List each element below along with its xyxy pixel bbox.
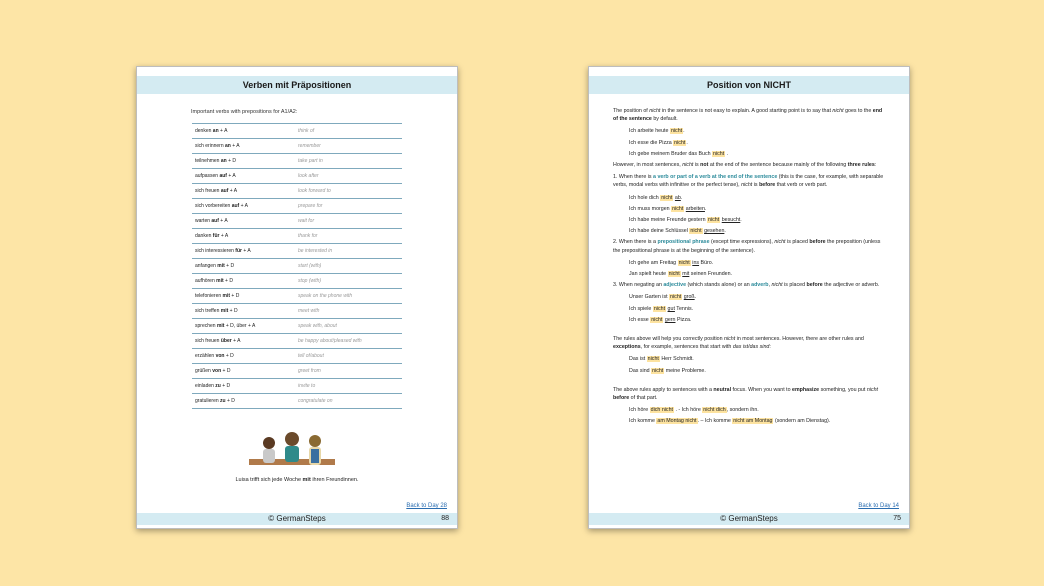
verb-text: sich vorbereiten <box>195 203 231 209</box>
case-text: + A <box>219 233 229 239</box>
verb-cell <box>192 394 295 409</box>
case-text: + A <box>231 338 241 344</box>
translation-cell: stop (with) <box>295 274 402 289</box>
translation-cell: remember <box>295 139 402 154</box>
translation-cell: speak with, about <box>295 319 402 334</box>
preposition-text: auf <box>211 218 219 224</box>
copyright-text: © GermanSteps <box>268 514 326 523</box>
example-sentence <box>629 127 888 135</box>
example-sentence <box>629 305 888 313</box>
example-text: Ich hole dich <box>629 194 661 201</box>
case-text: + D, über + A <box>224 323 256 329</box>
document-page-left <box>136 66 458 529</box>
document-page-right <box>588 66 910 529</box>
table-row <box>192 379 402 394</box>
verb-text: anfangen <box>195 263 216 269</box>
example-group <box>613 355 888 374</box>
nicht-highlight: nicht <box>674 139 686 146</box>
nicht-highlight: nicht <box>661 194 673 201</box>
table-row <box>192 364 402 379</box>
translation-cell: look forward to <box>295 184 402 199</box>
preposition-text: über <box>220 338 232 344</box>
verb-cell <box>192 139 295 154</box>
example-text: Tennis. <box>674 305 694 312</box>
intro-text: Important verbs with prepositions for A1/A2: <box>191 109 298 115</box>
table-row <box>192 199 402 214</box>
table-row <box>192 334 402 349</box>
underlined-word: ab <box>674 194 681 201</box>
table-row <box>192 289 402 304</box>
preposition-text: an <box>220 158 227 164</box>
example-text: . <box>686 139 688 146</box>
example-text: Jan spielt heute <box>629 271 668 278</box>
example-sentence <box>629 355 888 363</box>
example-text: Ich spiele <box>629 305 653 312</box>
example-text: . <box>725 150 729 157</box>
example-sentence <box>629 270 888 278</box>
nicht-highlight: nicht <box>668 271 680 278</box>
example-sentence <box>629 150 888 158</box>
example-group <box>613 259 888 278</box>
case-text: + A <box>226 173 236 179</box>
verb-text: denken <box>195 128 212 134</box>
translation-cell: prepare for <box>295 199 402 214</box>
verb-text: warten <box>195 218 211 224</box>
nicht-highlight: nicht <box>713 150 725 157</box>
verb-text: sprechen <box>195 323 216 329</box>
example-group <box>613 127 888 158</box>
example-sentence <box>629 293 888 301</box>
translation-cell: thank for <box>295 229 402 244</box>
verb-cell <box>192 244 295 259</box>
example-text: . <box>694 294 697 301</box>
translation-cell: congratulate on <box>295 394 402 409</box>
example-sentence <box>629 139 888 147</box>
translation-cell: wait for <box>295 214 402 229</box>
back-to-day-link[interactable]: Back to Day 28 <box>406 503 447 509</box>
page-footer <box>589 513 909 525</box>
verb-text: danken <box>195 233 212 239</box>
verb-text: sich erinnern <box>195 143 224 149</box>
preposition-text: zu <box>215 383 221 389</box>
nicht-highlight: nicht <box>690 228 702 235</box>
table-row <box>192 139 402 154</box>
example-text: Ich arbeite heute <box>629 128 670 135</box>
table-row <box>192 259 402 274</box>
case-text: + D <box>220 383 231 389</box>
paragraph: However, in most sentences, nicht is not at the end of the sentence because mainly of the following three rules: <box>613 162 877 169</box>
paragraph: The position of nicht in the sentence is not easy to explain. A good starting point is to say that nicht goes to the end of the sentence by default. <box>613 108 883 123</box>
preposition-text: mit <box>217 263 225 269</box>
preposition-text: mit <box>216 278 224 284</box>
table-row <box>192 169 402 184</box>
verb-text: sich interessieren <box>195 248 234 254</box>
underlined-word: besucht <box>721 217 741 224</box>
preposition-text: mit <box>220 308 229 314</box>
example-text: . <box>680 194 683 201</box>
nicht-highlight: nicht <box>651 316 663 323</box>
verb-cell <box>192 184 295 199</box>
case-text: + D <box>223 278 233 284</box>
verb-cell <box>192 304 295 319</box>
preposition-text: zu <box>220 398 226 404</box>
example-group <box>613 293 888 324</box>
underlined-word: mit <box>682 271 690 278</box>
underlined-word: ins <box>692 259 700 266</box>
verb-text: telefonieren <box>195 293 222 299</box>
example-text: Ich esse <box>629 316 651 323</box>
case-text: + A <box>218 218 228 224</box>
example-text: . <box>704 205 707 212</box>
preposition-text: an <box>212 128 219 134</box>
verb-text: sich freuen <box>195 188 220 194</box>
case-text: + D <box>228 308 238 314</box>
preposition-text: an <box>225 143 231 149</box>
underlined-word: gern <box>664 316 676 323</box>
verb-cell <box>192 199 295 214</box>
verb-cell <box>192 124 295 139</box>
case-text: + D <box>221 368 231 374</box>
example-text: Das sind <box>629 367 652 374</box>
table-row <box>192 274 402 289</box>
translation-cell: look after <box>295 169 402 184</box>
preposition-text: mit <box>222 293 231 299</box>
verb-cell <box>192 274 295 289</box>
preposition-text: auf <box>220 188 229 194</box>
table-row <box>192 124 402 139</box>
translation-cell: greet from <box>295 364 402 379</box>
rule-1: 1. When there is a verb or part of a verb at the end of the sentence (this is the case, for example, with separable verbs, modal verbs with infinitive or the perfect tense), nicht is before that verb or verb part. <box>613 174 884 189</box>
example-sentence <box>629 259 888 267</box>
translation-cell: be interested in <box>295 244 402 259</box>
verb-text: teilnehmen <box>195 158 220 164</box>
case-text: + A <box>230 143 240 149</box>
verb-text: sich freuen <box>195 338 220 344</box>
translation-cell: speak on the phone with <box>295 289 402 304</box>
verb-text: grüßen <box>195 368 211 374</box>
translation-cell: meet with <box>295 304 402 319</box>
verb-cell <box>192 349 295 364</box>
page-title: Verben mit Präpositionen <box>137 76 457 94</box>
page-body <box>613 107 888 429</box>
friends-illustration <box>247 429 337 475</box>
case-text: + A <box>241 248 251 254</box>
case-text: + D <box>226 158 237 164</box>
table-row <box>192 244 402 259</box>
example-sentence <box>629 205 888 213</box>
preposition-text: für <box>212 233 220 239</box>
rule-2: 2. When there is a prepositional phrase (except time expressions), nicht is placed before the preposition (unless the prepositional phrase is at the beginning of the sentence). <box>613 239 881 254</box>
translation-cell: be happy about/pleased with <box>295 334 402 349</box>
case-text: + D <box>224 263 235 269</box>
nicht-highlight: nicht <box>670 294 682 301</box>
table-row <box>192 229 402 244</box>
preposition-text: mit <box>216 323 225 329</box>
nicht-highlight: nicht <box>678 259 690 266</box>
example-text: Ich habe meine Freunde gestern <box>629 217 708 224</box>
copyright-text: © GermanSteps <box>720 514 778 523</box>
paragraph: The above rules apply to sentences with a neutral focus. When you want to emphasize something, you put nicht before of that part. <box>613 386 879 402</box>
example-text: Ich muss morgen <box>629 205 672 212</box>
nicht-highlight: nicht <box>653 305 666 312</box>
example-text: . <box>724 228 726 235</box>
translation-cell: tell of/about <box>295 349 402 364</box>
underlined-word: arbeiten <box>685 205 705 212</box>
example-text: meine Probleme. <box>664 367 706 374</box>
page-title: Position von NICHT <box>589 76 909 94</box>
page-number: 88 <box>441 515 449 522</box>
verb-cell <box>192 334 295 349</box>
preposition-text: auf <box>219 173 227 179</box>
paragraph: The rules above will help you correctly position nicht in most sentences. However, there are other rules and exceptions, for example, sentences that start with das ist/das sind: <box>613 336 864 351</box>
example-sentence: Ich komme am Montag nicht. – Ich komme nicht am Montag (sondern am Dienstag). <box>629 418 831 425</box>
nicht-highlight: nicht <box>652 367 664 374</box>
example-text: Ich esse die Pizza <box>629 139 674 146</box>
translation-cell: start (with) <box>295 259 402 274</box>
verb-text: aufpassen <box>195 173 219 179</box>
table-row <box>192 319 402 334</box>
nicht-highlight: nicht <box>647 356 659 363</box>
preposition-text: auf <box>231 203 240 209</box>
preposition-text: für <box>235 248 242 254</box>
verb-text: sich treffen <box>195 308 220 314</box>
example-text: Unser Garten ist <box>629 294 670 301</box>
rule-3: 3. When negating an adjective (which stands alone) or an adverb, nicht is placed before the adjective or adverb. <box>613 282 880 289</box>
example-text: . <box>740 217 742 224</box>
example-sentence <box>629 194 888 202</box>
nicht-highlight: nicht <box>672 205 684 212</box>
verb-cell <box>192 259 295 274</box>
verb-cell <box>192 319 295 334</box>
table-row <box>192 394 402 409</box>
case-text: + D <box>225 398 235 404</box>
underlined-word: groß <box>683 294 695 301</box>
verb-cell <box>192 364 295 379</box>
verb-cell <box>192 214 295 229</box>
case-text: + A <box>218 128 228 134</box>
translation-cell: invite to <box>295 379 402 394</box>
example-sentence <box>629 227 888 235</box>
table-row <box>192 349 402 364</box>
page-number: 75 <box>893 515 901 522</box>
table-row <box>192 154 402 169</box>
illustration-caption: Luisa trifft sich jede Woche mit ihren Freundinnen. <box>235 477 359 483</box>
table-row <box>192 304 402 319</box>
verb-table <box>192 123 402 409</box>
verb-text: aufhören <box>195 278 215 284</box>
preposition-text: von <box>212 368 222 374</box>
verb-cell <box>192 379 295 394</box>
verb-text: einladen <box>195 383 214 389</box>
underlined-word: gesehen <box>704 228 725 235</box>
case-text: + A <box>228 188 238 194</box>
translation-cell: take part in <box>295 154 402 169</box>
table-row <box>192 214 402 229</box>
example-sentence: Ich höre dich nicht . - Ich höre nicht dich, sondern ihn. <box>629 407 759 414</box>
example-sentence <box>629 367 888 375</box>
translation-cell: think of <box>295 124 402 139</box>
underlined-word: gut <box>667 305 675 312</box>
example-text: Pizza. <box>675 316 692 323</box>
example-text: seinen Freunden. <box>689 271 733 278</box>
example-text: . <box>683 128 685 135</box>
case-text: + A <box>239 203 248 209</box>
example-text: Büro. <box>699 259 714 266</box>
back-to-day-link[interactable]: Back to Day 14 <box>858 503 899 509</box>
example-sentence <box>629 316 888 324</box>
verb-text: erzählen <box>195 353 215 359</box>
nicht-highlight: nicht <box>670 128 683 135</box>
verb-cell <box>192 289 295 304</box>
example-text: Herr Schmidt. <box>659 356 694 363</box>
verb-cell <box>192 169 295 184</box>
preposition-text: von <box>215 353 225 359</box>
case-text: + D <box>230 293 240 299</box>
example-sentence <box>629 216 888 224</box>
case-text: + D <box>224 353 234 359</box>
page-footer <box>137 513 457 525</box>
example-text: Das ist <box>629 356 647 363</box>
table-row <box>192 184 402 199</box>
example-text: Ich habe deine Schlüssel <box>629 228 690 235</box>
verb-cell <box>192 154 295 169</box>
example-text: Ich gebe meinem Bruder das Buch <box>629 150 713 157</box>
verb-text: gratulieren <box>195 398 219 404</box>
example-text: Ich gehe am Freitag <box>629 259 678 266</box>
verb-cell <box>192 229 295 244</box>
example-group <box>613 194 888 236</box>
nicht-highlight: nicht <box>708 217 720 224</box>
